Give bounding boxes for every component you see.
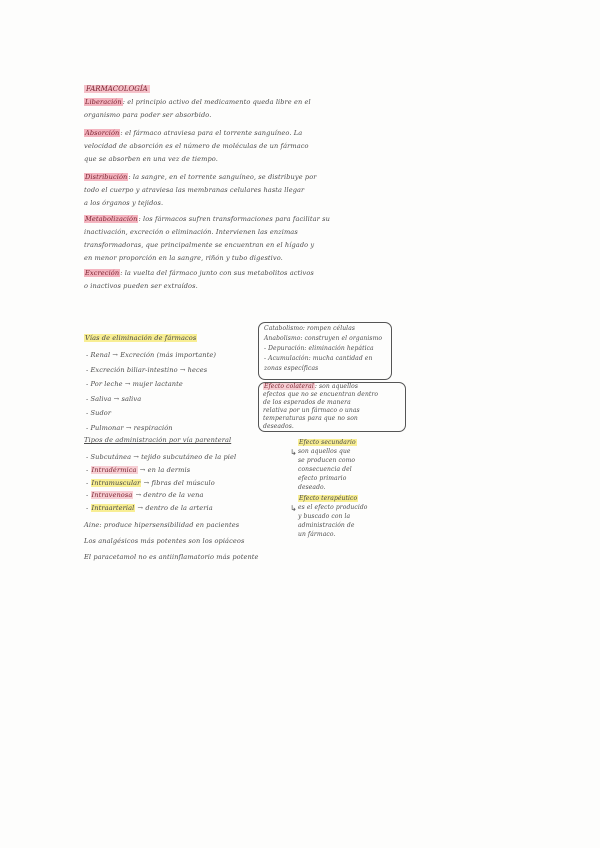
term-metabolizacion: Metabolización: [85, 215, 138, 223]
list-item: - Excreción biliar-intestino → heces: [86, 365, 208, 374]
definition-absorcion: Absorción: el fármaco atraviesa para el torrente sanguíneo. La velocidad de absorción es el número de moléculas de un fármaco que se absorben en una vez de tiempo.: [84, 129, 309, 163]
term-absorcion: Absorción: [85, 129, 120, 137]
list-item: - Intravenosa → dentro de la vena: [86, 491, 204, 500]
efecto-terapeutico-text: Efecto terapéutico es el efecto producido y buscado con la administración de un fármaco.: [298, 495, 368, 538]
list-item: - Saliva → saliva: [86, 394, 142, 403]
list-item: - Intraarterial → dentro de la arteria: [86, 504, 213, 513]
arrow-icon: ↳: [290, 504, 297, 513]
definition-distribucion: Distribución: la sangre, en el torrente sanguíneo, se distribuye por todo el cuerpo y atraviesa las membranas celulares hasta llegar a los órganos y tejidos.: [84, 173, 317, 207]
page-title: FARMACOLOGÍA: [86, 85, 148, 93]
list-item: - Intramuscular → fibras del músculo: [86, 478, 215, 487]
term-liberacion: Liberación: [85, 98, 122, 106]
list-item: - Por leche → mujer lactante: [86, 380, 183, 388]
arrow-icon: ↳: [290, 448, 297, 457]
elimination-heading: Vías de eliminación de fármacos: [85, 334, 197, 342]
term-distribucion: Distribución: [85, 173, 128, 181]
list-item: - Pulmonar → respiración: [86, 423, 173, 432]
administration-list: [86, 451, 236, 515]
list-item: - Subcutánea → tejido subcutáneo de la piel: [86, 453, 237, 461]
list-item: - Intradérmica → en la dermis: [86, 465, 191, 474]
administration-heading: Tipos de administración por vía parenteral: [84, 436, 232, 444]
elimination-list: [86, 348, 216, 435]
term-excrecion: Excreción: [85, 269, 120, 277]
metabolism-box-text: Catabolismo: rompen células Anabolismo: construyen el organismo - Depuración: eliminación hepática - Acumulación: mucha cantidad en zonas específicas: [264, 325, 383, 372]
list-item: - Renal → Excreción (más importante): [86, 351, 217, 359]
definition-liberacion: Liberación: el principio activo del medicamento queda libre en el organismo para poder ser absorbido.: [84, 98, 311, 119]
title-block: [84, 76, 150, 95]
definition-excrecion: Excreción: la vuelta del fármaco junto con sus metabolitos activos o inactivos pueden ser extraídos.: [84, 269, 314, 290]
definition-metabolizacion: Metabolización: los fármacos sufren transformaciones para facilitar su inactivación, excreción o eliminación. Intervienen las enzimas transformadoras, que principalmente se encuentran en el hígado y en menor proporción en la sangre, riñón y tubo digestivo.: [84, 215, 330, 262]
efecto-secundario-text: Efecto secundario son aquellos que se producen como consecuencia del efecto primario deseado.: [298, 439, 356, 491]
closing-notes: Aine: produce hipersensibilidad en pacientes Los analgésicos más potentes son los opiáceos El paracetamol no es antiinflamatorio más potente: [84, 521, 259, 561]
list-item: - Sudor: [86, 409, 112, 417]
efecto-colateral-text: Efecto colateral: son aquellos efectos que no se encuentran dentro de los esperados de manera relativa por un fármaco o unas temperaturas para que no son deseados.: [263, 383, 379, 430]
